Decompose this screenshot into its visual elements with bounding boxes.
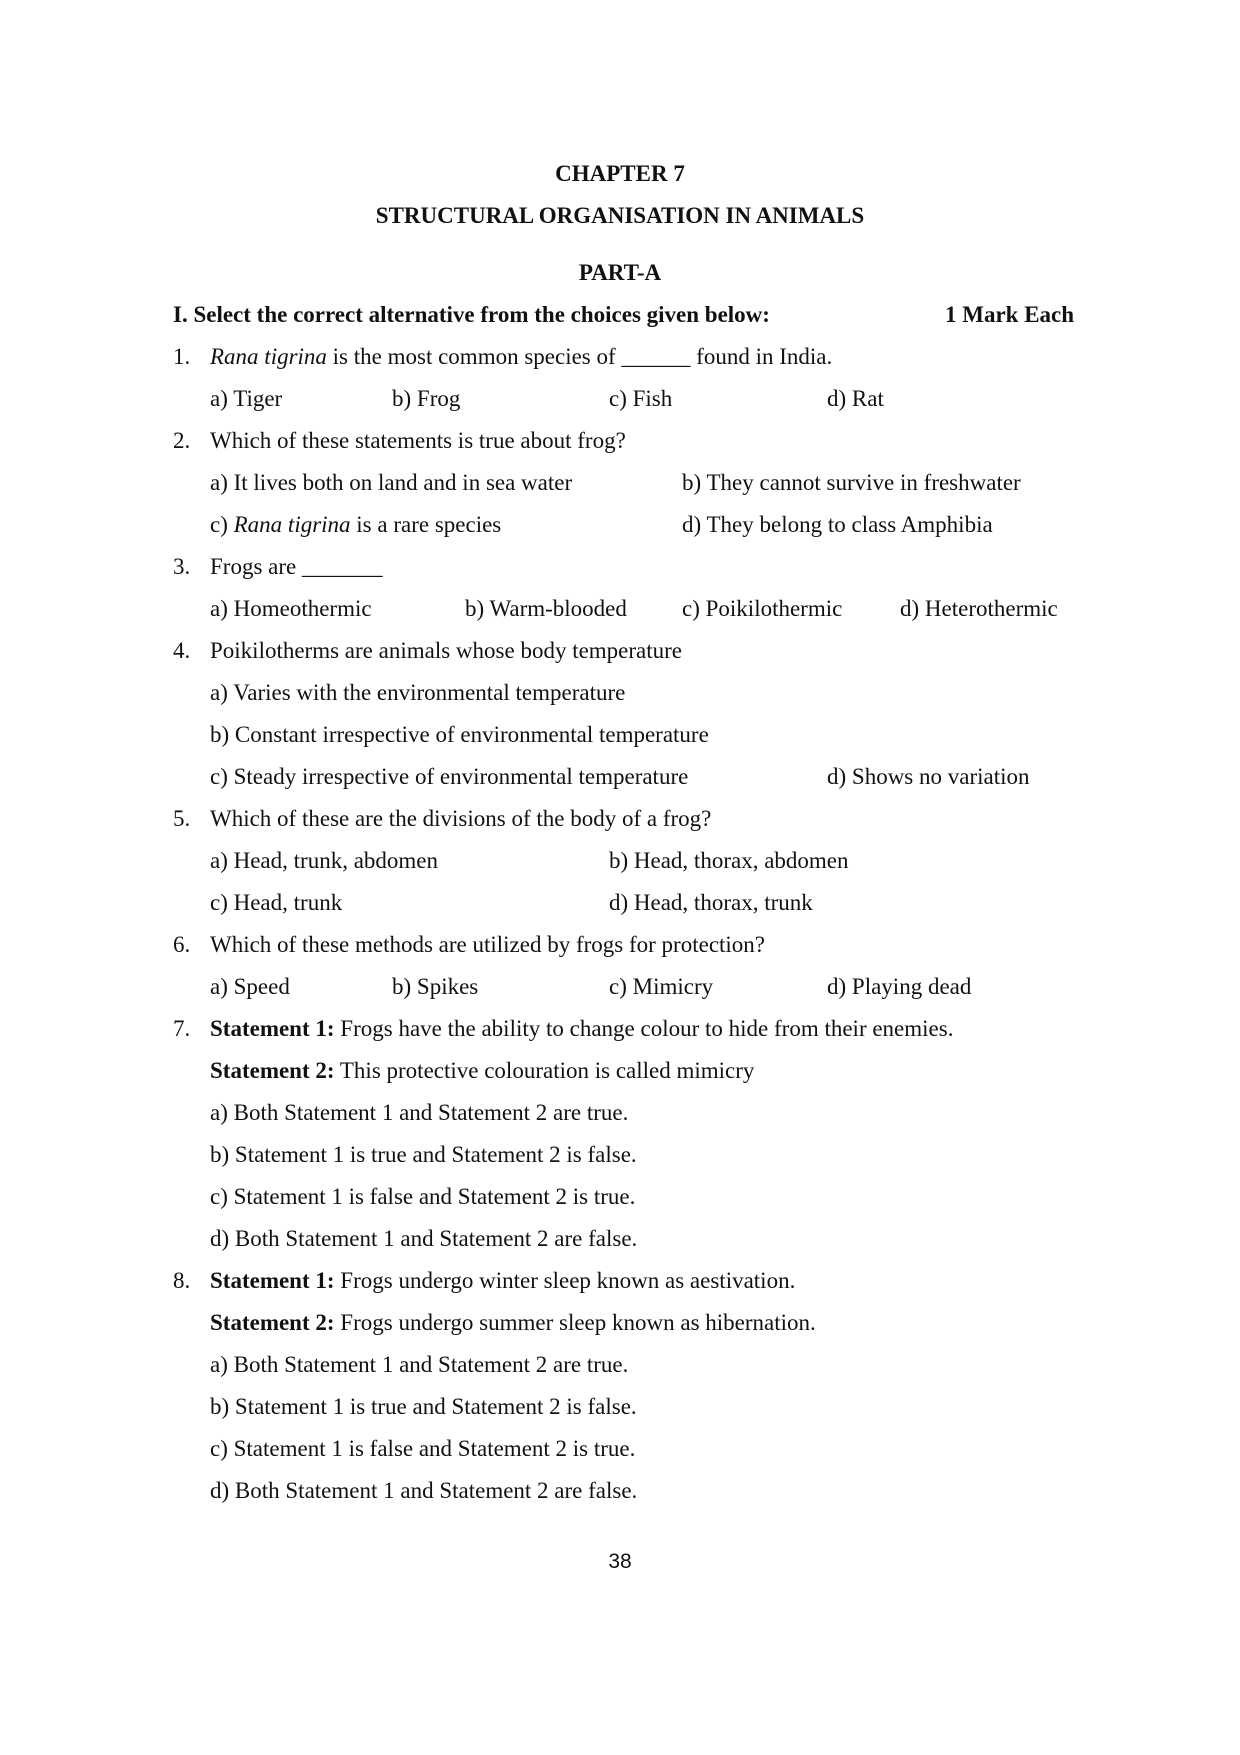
option-b: b) Statement 1 is true and Statement 2 is false. <box>210 1142 637 1167</box>
statement-label: Statement 1: <box>210 1016 335 1041</box>
question-number: 2. <box>173 428 191 453</box>
option-d: d) Heterothermic <box>900 596 1058 621</box>
option-b: b) Spikes <box>392 974 479 999</box>
option-c: c) Fish <box>609 386 673 411</box>
statement-label: Statement 2: <box>210 1058 335 1083</box>
option-d: d) Rat <box>827 386 884 411</box>
option-a: a) Homeothermic <box>210 596 372 621</box>
option-d: d) Head, thorax, trunk <box>609 890 813 915</box>
statement-1 <box>210 1015 953 1043</box>
question-number: 1. <box>173 344 191 369</box>
question-number: 3. <box>173 554 191 579</box>
statement-text: Frogs undergo winter sleep known as aestivation. <box>334 1268 796 1293</box>
option-c: c) Mimicry <box>609 974 714 999</box>
option-c: c) Steady irrespective of environmental temperature <box>210 764 689 789</box>
question-text: Poikilotherms are animals whose body temperature <box>210 638 683 663</box>
option-a: a) Both Statement 1 and Statement 2 are true. <box>210 1352 629 1377</box>
question-text: Which of these methods are utilized by frogs for protection? <box>210 932 766 957</box>
option-d: d) They belong to class Amphibia <box>682 512 993 537</box>
option-a: a) It lives both on land and in sea water <box>210 470 573 495</box>
option-d: d) Playing dead <box>827 974 972 999</box>
question-text-rest: is the most common species of ______ found in India. <box>326 344 833 369</box>
statement-1 <box>210 1267 795 1295</box>
question-number: 5. <box>173 806 191 831</box>
marks-label: 1 Mark Each <box>945 302 1075 327</box>
question-text: Which of these statements is true about frog? <box>210 428 626 453</box>
species-name: Rana tigrina <box>210 344 327 369</box>
option-d: d) Both Statement 1 and Statement 2 are false. <box>210 1478 638 1503</box>
option-c: c) Poikilothermic <box>682 596 843 621</box>
page-number: 38 <box>608 1550 632 1573</box>
option-d: d) Shows no variation <box>827 764 1030 789</box>
statement-text: This protective colouration is called mimicry <box>334 1058 755 1083</box>
option-b: b) Frog <box>392 386 461 411</box>
chapter-heading: CHAPTER 7 <box>555 161 685 186</box>
option-b: b) Head, thorax, abdomen <box>609 848 849 873</box>
question-text: Frogs are _______ <box>210 554 383 579</box>
statement-2 <box>210 1309 816 1337</box>
chapter-title: STRUCTURAL ORGANISATION IN ANIMALS <box>375 203 865 228</box>
option-b: b) Warm-blooded <box>465 596 627 621</box>
statement-label: Statement 1: <box>210 1268 335 1293</box>
option-d: d) Both Statement 1 and Statement 2 are false. <box>210 1226 638 1251</box>
option-a: a) Head, trunk, abdomen <box>210 848 439 873</box>
question-number: 4. <box>173 638 191 663</box>
question-number: 7. <box>173 1016 191 1041</box>
option-a: a) Varies with the environmental temperature <box>210 680 626 705</box>
question-text: Which of these are the divisions of the body of a frog? <box>210 806 712 831</box>
question-number: 8. <box>173 1268 191 1293</box>
option-c: c) Statement 1 is false and Statement 2 is true. <box>210 1436 636 1461</box>
option-c-prefix: c) <box>210 512 234 537</box>
option-b: b) Constant irrespective of environmental temperature <box>210 722 709 747</box>
option-a: a) Tiger <box>210 386 283 411</box>
section-instruction: I. Select the correct alternative from the choices given below: <box>173 302 770 327</box>
option-c-rest: is a rare species <box>350 512 502 537</box>
question-number: 6. <box>173 932 191 957</box>
option-a: a) Both Statement 1 and Statement 2 are true. <box>210 1100 629 1125</box>
option-a: a) Speed <box>210 974 290 999</box>
option-c <box>210 511 501 539</box>
statement-2 <box>210 1057 754 1085</box>
question-text <box>210 343 832 371</box>
option-b: b) They cannot survive in freshwater <box>682 470 1021 495</box>
statement-text: Frogs have the ability to change colour to hide from their enemies. <box>334 1016 954 1041</box>
statement-text: Frogs undergo summer sleep known as hibernation. <box>334 1310 816 1335</box>
species-name: Rana tigrina <box>233 512 351 537</box>
part-heading: PART-A <box>578 260 662 285</box>
statement-label: Statement 2: <box>210 1310 335 1335</box>
option-c: c) Statement 1 is false and Statement 2 is true. <box>210 1184 636 1209</box>
option-c: c) Head, trunk <box>210 890 343 915</box>
option-b: b) Statement 1 is true and Statement 2 is false. <box>210 1394 637 1419</box>
